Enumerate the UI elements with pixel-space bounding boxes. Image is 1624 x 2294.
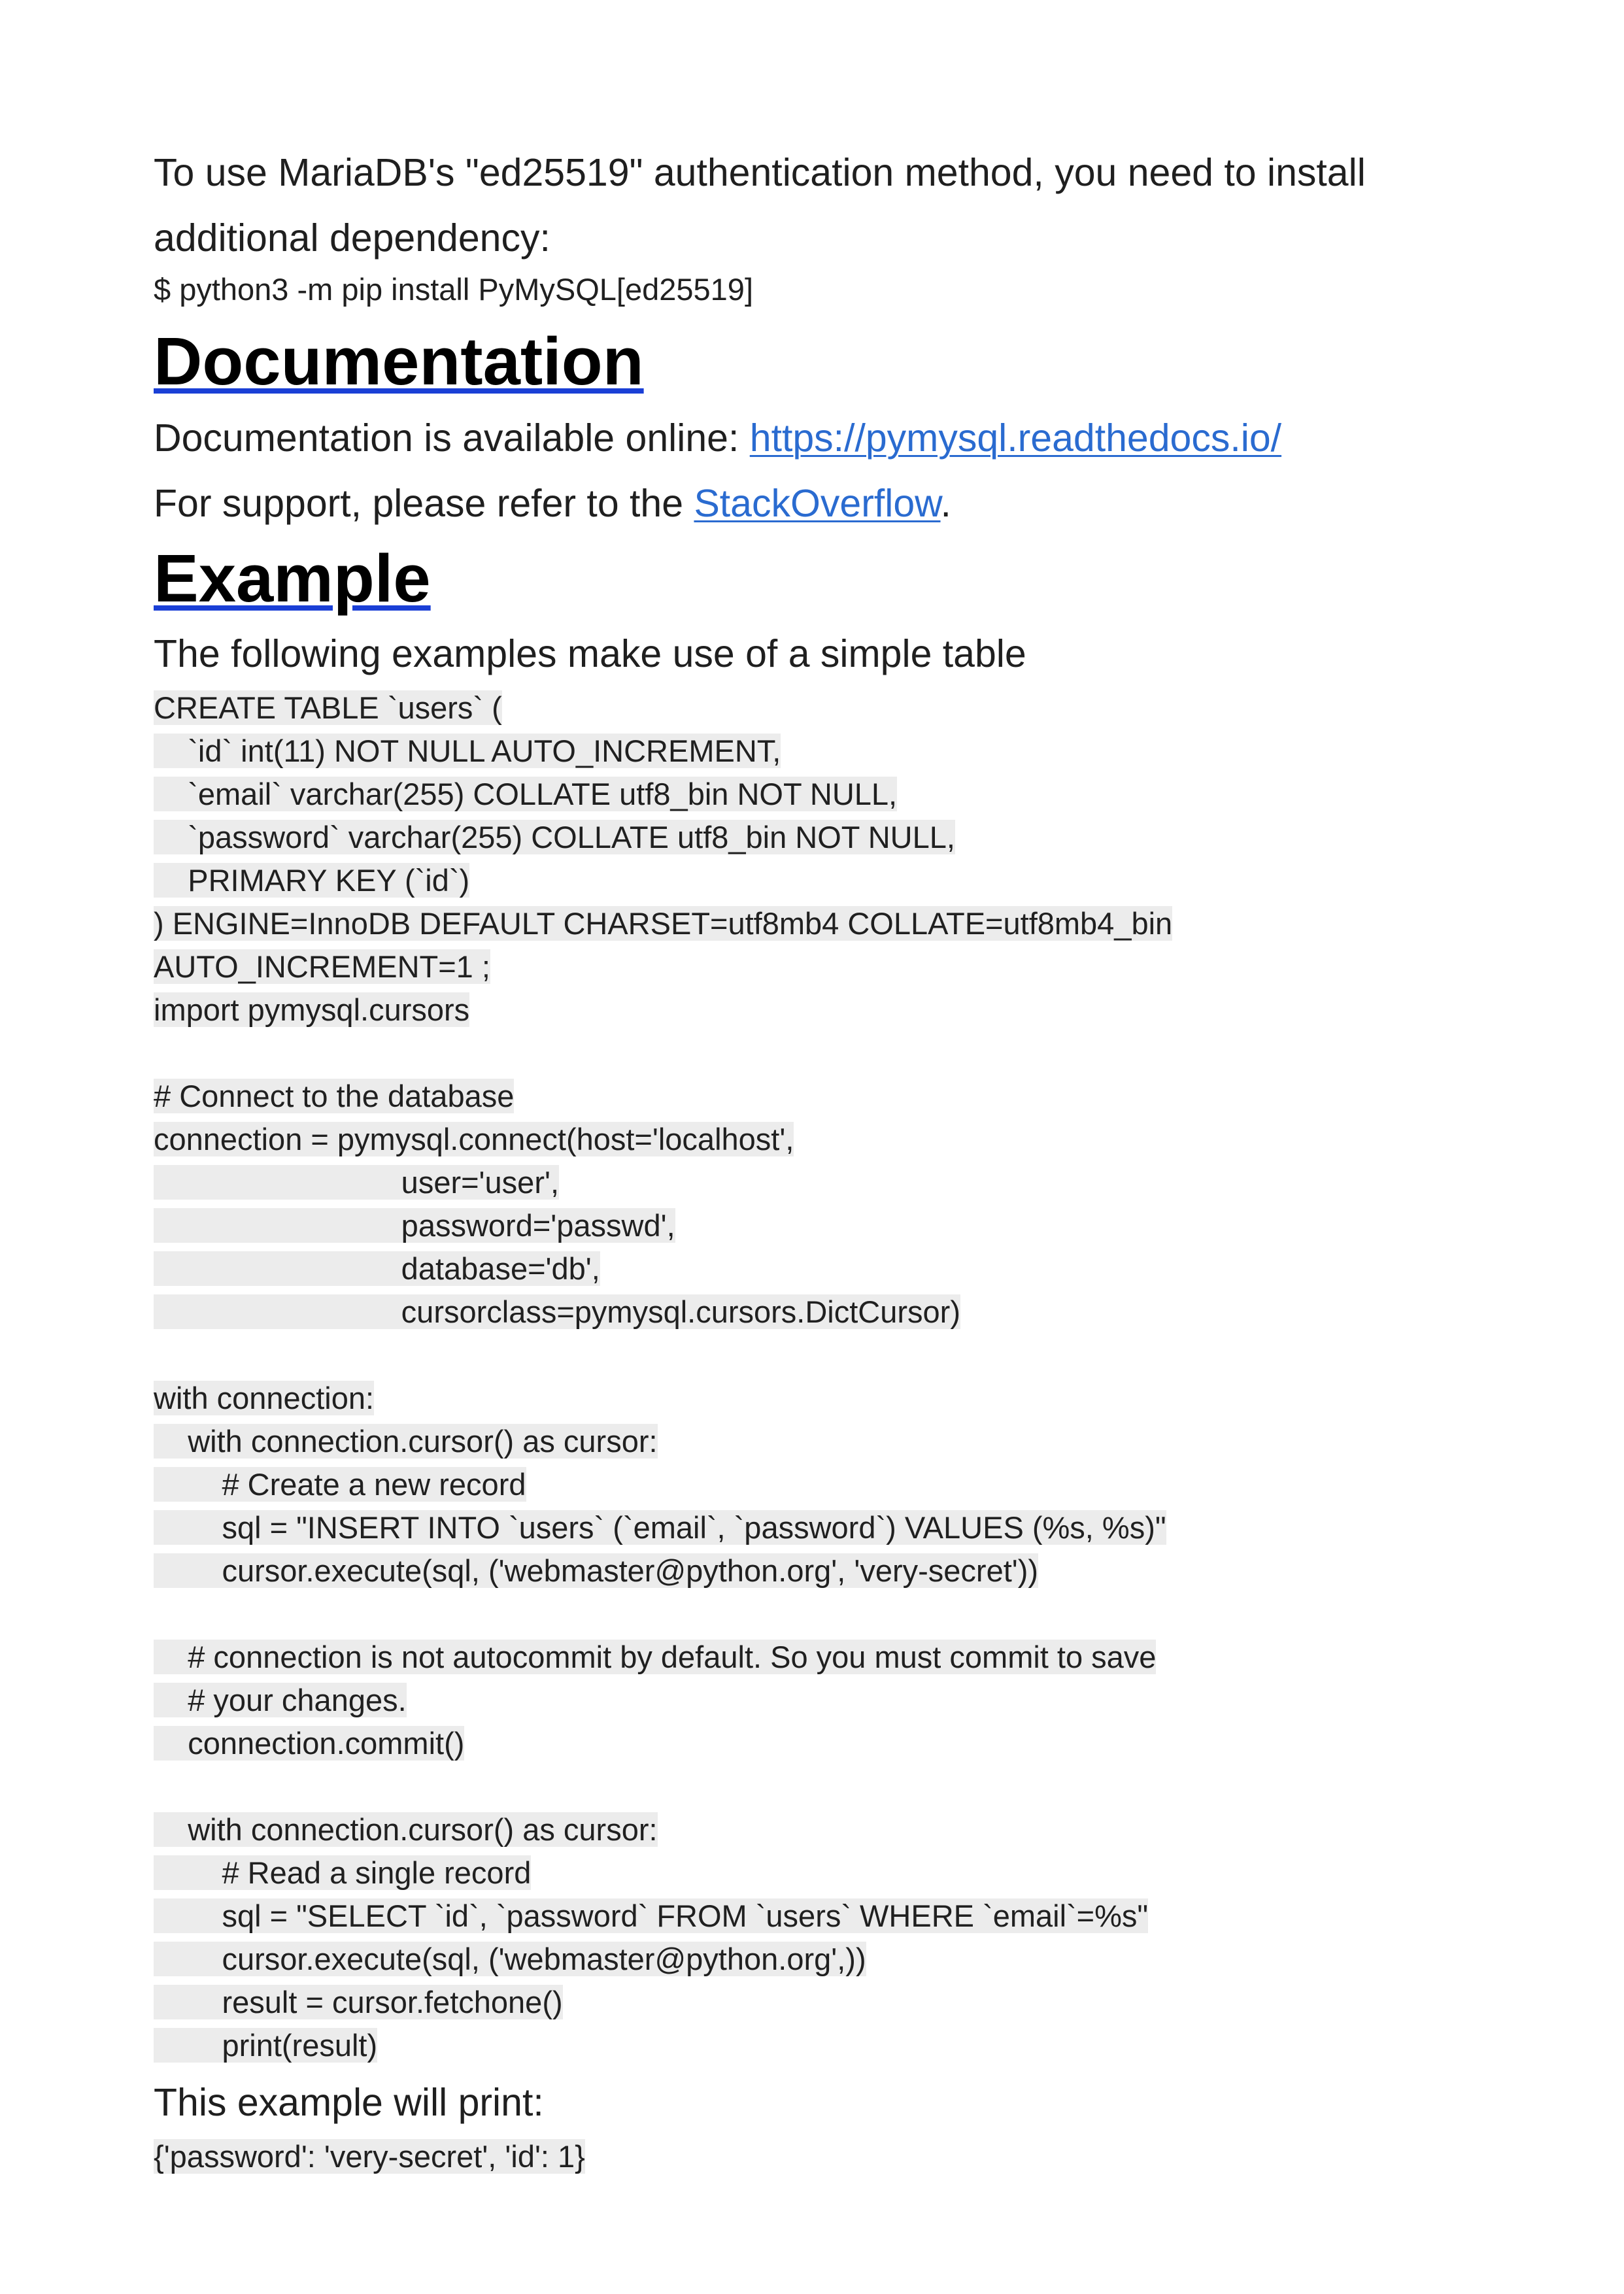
output-block bbox=[154, 2135, 1527, 2178]
python-code-line-text: database='db', bbox=[154, 1251, 600, 1286]
docs-link[interactable]: https://pymysql.readthedocs.io/ bbox=[749, 416, 1282, 460]
python-code-line bbox=[154, 988, 1527, 1032]
python-code-line-text: print(result) bbox=[154, 2028, 378, 2063]
documentation-online-paragraph bbox=[154, 405, 1527, 471]
python-code-line-text: connection.commit() bbox=[154, 1726, 465, 1761]
python-code-line bbox=[154, 1938, 1527, 1981]
support-paragraph bbox=[154, 471, 1527, 536]
python-code-line bbox=[154, 1679, 1527, 1722]
sql-code-line-text: `id` int(11) NOT NULL AUTO_INCREMENT, bbox=[154, 734, 781, 768]
sql-code-line bbox=[154, 902, 1527, 945]
python-code-line-text: # your changes. bbox=[154, 1683, 407, 1717]
sql-code-line bbox=[154, 816, 1527, 859]
python-code-line-text: with connection.cursor() as cursor: bbox=[154, 1424, 658, 1459]
python-code-line bbox=[154, 1032, 1527, 1075]
intro-line-1: To use MariaDB's "ed25519" authentication method, you need to install bbox=[154, 151, 1366, 194]
example-lead: The following examples make use of a simple table bbox=[154, 632, 1026, 675]
python-code-line-text: result = cursor.fetchone() bbox=[154, 1985, 563, 2019]
python-code-line-text: # Read a single record bbox=[154, 1855, 532, 1890]
python-code-line-text: sql = "INSERT INTO `users` (`email`, `password`) VALUES (%s, %s)" bbox=[154, 1510, 1166, 1545]
python-code-line bbox=[154, 1636, 1527, 1679]
example-heading: Example bbox=[154, 541, 431, 616]
sql-code-line-text: AUTO_INCREMENT=1 ; bbox=[154, 949, 490, 984]
install-command-text: $ python3 -m pip install PyMySQL[ed25519] bbox=[154, 272, 754, 307]
support-text: For support, please refer to the bbox=[154, 482, 694, 525]
python-code-line bbox=[154, 2024, 1527, 2067]
sql-code-line bbox=[154, 859, 1527, 902]
python-code-line-text: password='passwd', bbox=[154, 1208, 675, 1243]
python-code-line bbox=[154, 1808, 1527, 1851]
sql-code-line-text: CREATE TABLE `users` ( bbox=[154, 690, 502, 725]
python-code-line bbox=[154, 1506, 1527, 1549]
intro-line-2: additional dependency: bbox=[154, 216, 550, 260]
python-code-line bbox=[154, 1593, 1527, 1636]
python-code-line-text: cursorclass=pymysql.cursors.DictCursor) bbox=[154, 1294, 960, 1329]
python-code-line bbox=[154, 1895, 1527, 1938]
python-code-line-text: # Create a new record bbox=[154, 1467, 526, 1502]
sql-code-line bbox=[154, 730, 1527, 773]
python-code-line bbox=[154, 1981, 1527, 2024]
python-code-line-text: connection = pymysql.connect(host='localhost', bbox=[154, 1122, 794, 1156]
python-code-line-text: cursor.execute(sql, ('webmaster@python.org', 'very-secret')) bbox=[154, 1553, 1039, 1588]
python-code-line-text: user='user', bbox=[154, 1165, 559, 1200]
python-code-line bbox=[154, 1247, 1527, 1290]
documentation-online-text: Documentation is available online: bbox=[154, 416, 750, 460]
python-code-line bbox=[154, 1161, 1527, 1204]
python-code-line bbox=[154, 1765, 1527, 1808]
sql-code-line-text: `password` varchar(255) COLLATE utf8_bin NOT NULL, bbox=[154, 820, 955, 854]
python-code-line-text: # connection is not autocommit by default. So you must commit to save bbox=[154, 1640, 1157, 1674]
python-code-line bbox=[154, 1334, 1527, 1377]
document-page bbox=[154, 140, 1527, 2178]
python-code-line-text: cursor.execute(sql, ('webmaster@python.org',)) bbox=[154, 1942, 866, 1976]
python-code-line bbox=[154, 1722, 1527, 1765]
python-code-line-text: with connection: bbox=[154, 1381, 375, 1415]
sql-code-line bbox=[154, 945, 1527, 988]
install-command bbox=[154, 268, 1527, 311]
python-code-line bbox=[154, 1377, 1527, 1420]
python-code-line bbox=[154, 1851, 1527, 1895]
sql-code-block bbox=[154, 686, 1527, 988]
python-code-line-text: import pymysql.cursors bbox=[154, 992, 470, 1027]
sql-code-line bbox=[154, 773, 1527, 816]
python-code-line bbox=[154, 1420, 1527, 1463]
python-code-line-text: with connection.cursor() as cursor: bbox=[154, 1812, 658, 1847]
sql-code-line-text: `email` varchar(255) COLLATE utf8_bin NOT NULL, bbox=[154, 777, 898, 811]
sql-code-line bbox=[154, 686, 1527, 730]
sql-code-line-text: PRIMARY KEY (`id`) bbox=[154, 863, 470, 898]
documentation-heading: Documentation bbox=[154, 324, 644, 399]
python-code-line-text: sql = "SELECT `id`, `password` FROM `users` WHERE `email`=%s" bbox=[154, 1898, 1149, 1933]
python-code-line bbox=[154, 1463, 1527, 1506]
python-code-line bbox=[154, 1549, 1527, 1593]
python-code-line bbox=[154, 1290, 1527, 1334]
python-code-line-text: # Connect to the database bbox=[154, 1079, 515, 1113]
python-code-block bbox=[154, 988, 1527, 2067]
print-lead: This example will print: bbox=[154, 2081, 544, 2124]
python-code-line bbox=[154, 1204, 1527, 1247]
stackoverflow-link[interactable]: StackOverflow bbox=[694, 482, 941, 525]
support-suffix: . bbox=[940, 482, 951, 525]
python-code-line bbox=[154, 1075, 1527, 1118]
sql-code-line-text: ) ENGINE=InnoDB DEFAULT CHARSET=utf8mb4 COLLATE=utf8mb4_bin bbox=[154, 906, 1173, 941]
output-text: {'password': 'very-secret', 'id': 1} bbox=[154, 2139, 585, 2174]
python-code-line bbox=[154, 1118, 1527, 1161]
